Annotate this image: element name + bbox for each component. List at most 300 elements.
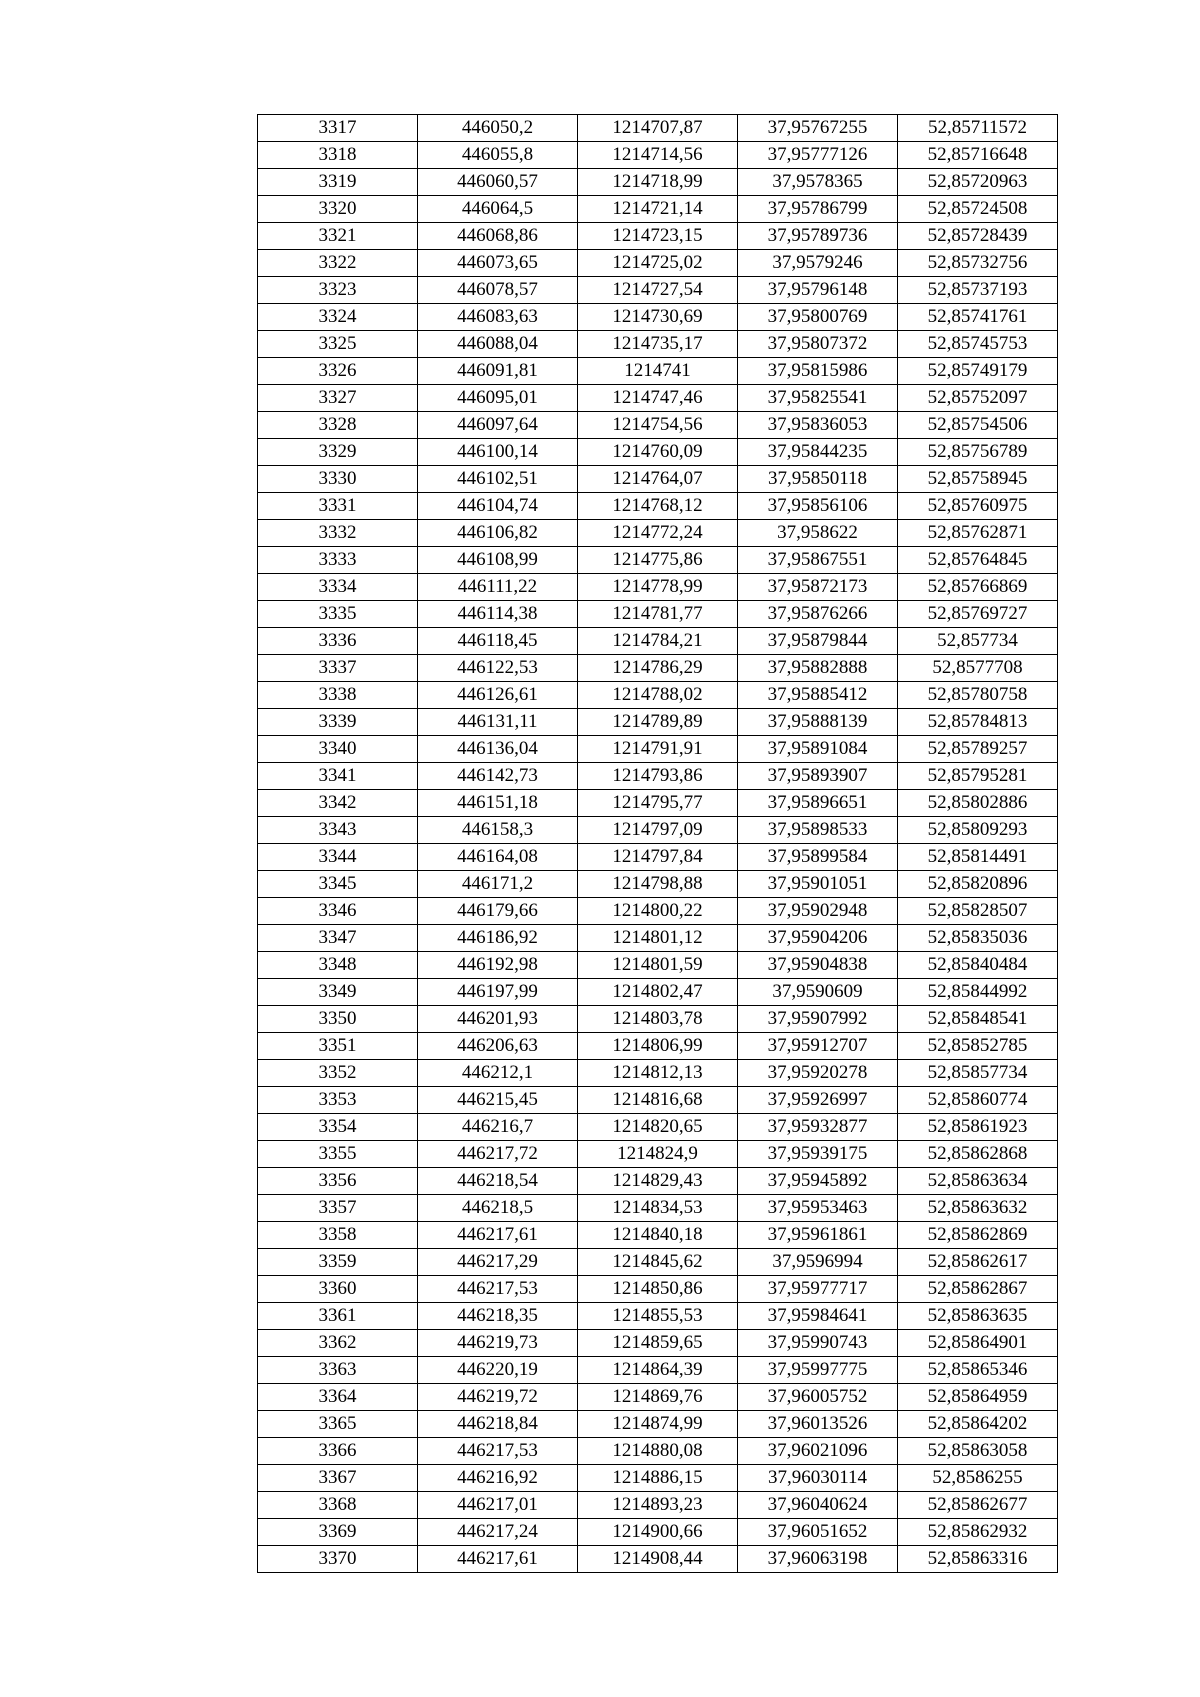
cell-x-coordinate: 446217,61 (418, 1222, 578, 1249)
cell-point-number: 3368 (258, 1492, 418, 1519)
cell-y-coordinate: 1214893,23 (578, 1492, 738, 1519)
cell-point-number: 3322 (258, 250, 418, 277)
cell-point-number: 3344 (258, 844, 418, 871)
cell-x-coordinate: 446217,61 (418, 1546, 578, 1573)
cell-longitude: 37,95920278 (738, 1060, 898, 1087)
cell-x-coordinate: 446216,92 (418, 1465, 578, 1492)
cell-longitude: 37,95904206 (738, 925, 898, 952)
cell-y-coordinate: 1214707,87 (578, 115, 738, 142)
table-row (258, 358, 1058, 385)
cell-point-number: 3343 (258, 817, 418, 844)
table-row (258, 169, 1058, 196)
cell-point-number: 3367 (258, 1465, 418, 1492)
cell-point-number: 3362 (258, 1330, 418, 1357)
cell-point-number: 3329 (258, 439, 418, 466)
cell-latitude: 52,85814491 (898, 844, 1058, 871)
cell-latitude: 52,85720963 (898, 169, 1058, 196)
cell-latitude: 52,85862867 (898, 1276, 1058, 1303)
cell-latitude: 52,85809293 (898, 817, 1058, 844)
cell-latitude: 52,85848541 (898, 1006, 1058, 1033)
cell-latitude: 52,85758945 (898, 466, 1058, 493)
cell-y-coordinate: 1214834,53 (578, 1195, 738, 1222)
cell-x-coordinate: 446104,74 (418, 493, 578, 520)
cell-x-coordinate: 446217,72 (418, 1141, 578, 1168)
cell-point-number: 3354 (258, 1114, 418, 1141)
cell-longitude: 37,95902948 (738, 898, 898, 925)
cell-point-number: 3366 (258, 1438, 418, 1465)
cell-y-coordinate: 1214840,18 (578, 1222, 738, 1249)
cell-y-coordinate: 1214908,44 (578, 1546, 738, 1573)
cell-y-coordinate: 1214795,77 (578, 790, 738, 817)
cell-point-number: 3349 (258, 979, 418, 1006)
cell-point-number: 3342 (258, 790, 418, 817)
cell-latitude: 52,85864202 (898, 1411, 1058, 1438)
cell-y-coordinate: 1214725,02 (578, 250, 738, 277)
table-row (258, 115, 1058, 142)
cell-point-number: 3331 (258, 493, 418, 520)
table-row (258, 844, 1058, 871)
cell-latitude: 52,85728439 (898, 223, 1058, 250)
cell-x-coordinate: 446131,11 (418, 709, 578, 736)
table-row (258, 817, 1058, 844)
cell-x-coordinate: 446219,72 (418, 1384, 578, 1411)
table-row (258, 1195, 1058, 1222)
cell-longitude: 37,95891084 (738, 736, 898, 763)
cell-y-coordinate: 1214789,89 (578, 709, 738, 736)
table-row (258, 385, 1058, 412)
cell-x-coordinate: 446108,99 (418, 547, 578, 574)
cell-x-coordinate: 446171,2 (418, 871, 578, 898)
cell-x-coordinate: 446064,5 (418, 196, 578, 223)
table-row (258, 1384, 1058, 1411)
cell-x-coordinate: 446219,73 (418, 1330, 578, 1357)
cell-x-coordinate: 446197,99 (418, 979, 578, 1006)
cell-longitude: 37,95844235 (738, 439, 898, 466)
table-row (258, 628, 1058, 655)
cell-y-coordinate: 1214747,46 (578, 385, 738, 412)
cell-y-coordinate: 1214786,29 (578, 655, 738, 682)
cell-longitude: 37,95882888 (738, 655, 898, 682)
cell-point-number: 3360 (258, 1276, 418, 1303)
cell-latitude: 52,85863634 (898, 1168, 1058, 1195)
cell-x-coordinate: 446212,1 (418, 1060, 578, 1087)
cell-latitude: 52,85828507 (898, 898, 1058, 925)
cell-y-coordinate: 1214772,24 (578, 520, 738, 547)
cell-longitude: 37,95977717 (738, 1276, 898, 1303)
cell-x-coordinate: 446217,29 (418, 1249, 578, 1276)
cell-x-coordinate: 446215,45 (418, 1087, 578, 1114)
cell-point-number: 3337 (258, 655, 418, 682)
cell-x-coordinate: 446206,63 (418, 1033, 578, 1060)
cell-latitude: 52,85835036 (898, 925, 1058, 952)
cell-y-coordinate: 1214754,56 (578, 412, 738, 439)
cell-longitude: 37,95997775 (738, 1357, 898, 1384)
cell-latitude: 52,85737193 (898, 277, 1058, 304)
cell-x-coordinate: 446095,01 (418, 385, 578, 412)
cell-point-number: 3345 (258, 871, 418, 898)
cell-y-coordinate: 1214778,99 (578, 574, 738, 601)
table-row (258, 871, 1058, 898)
cell-longitude: 37,95990743 (738, 1330, 898, 1357)
cell-point-number: 3358 (258, 1222, 418, 1249)
cell-latitude: 52,85764845 (898, 547, 1058, 574)
cell-latitude: 52,85795281 (898, 763, 1058, 790)
cell-point-number: 3359 (258, 1249, 418, 1276)
table-row (258, 1411, 1058, 1438)
cell-latitude: 52,85784813 (898, 709, 1058, 736)
cell-x-coordinate: 446217,24 (418, 1519, 578, 1546)
cell-point-number: 3339 (258, 709, 418, 736)
cell-point-number: 3350 (258, 1006, 418, 1033)
cell-point-number: 3323 (258, 277, 418, 304)
cell-longitude: 37,95885412 (738, 682, 898, 709)
cell-point-number: 3369 (258, 1519, 418, 1546)
cell-x-coordinate: 446055,8 (418, 142, 578, 169)
cell-longitude: 37,95796148 (738, 277, 898, 304)
cell-longitude: 37,95893907 (738, 763, 898, 790)
cell-y-coordinate: 1214797,09 (578, 817, 738, 844)
table-row (258, 1249, 1058, 1276)
cell-latitude: 52,85760975 (898, 493, 1058, 520)
cell-x-coordinate: 446179,66 (418, 898, 578, 925)
cell-x-coordinate: 446102,51 (418, 466, 578, 493)
cell-latitude: 52,85840484 (898, 952, 1058, 979)
cell-x-coordinate: 446218,54 (418, 1168, 578, 1195)
table-row (258, 790, 1058, 817)
cell-longitude: 37,96005752 (738, 1384, 898, 1411)
cell-point-number: 3330 (258, 466, 418, 493)
cell-longitude: 37,95912707 (738, 1033, 898, 1060)
cell-latitude: 52,85749179 (898, 358, 1058, 385)
cell-y-coordinate: 1214802,47 (578, 979, 738, 1006)
cell-y-coordinate: 1214829,43 (578, 1168, 738, 1195)
cell-latitude: 52,85863635 (898, 1303, 1058, 1330)
cell-latitude: 52,85780758 (898, 682, 1058, 709)
cell-longitude: 37,95767255 (738, 115, 898, 142)
cell-longitude: 37,95777126 (738, 142, 898, 169)
cell-latitude: 52,85724508 (898, 196, 1058, 223)
cell-longitude: 37,95800769 (738, 304, 898, 331)
cell-point-number: 3340 (258, 736, 418, 763)
cell-point-number: 3351 (258, 1033, 418, 1060)
cell-y-coordinate: 1214855,53 (578, 1303, 738, 1330)
table-row (258, 1033, 1058, 1060)
cell-latitude: 52,85754506 (898, 412, 1058, 439)
table-row (258, 736, 1058, 763)
coordinates-table-body (258, 115, 1058, 1573)
cell-y-coordinate: 1214880,08 (578, 1438, 738, 1465)
cell-point-number: 3335 (258, 601, 418, 628)
cell-longitude: 37,95899584 (738, 844, 898, 871)
cell-latitude: 52,85741761 (898, 304, 1058, 331)
table-row (258, 1438, 1058, 1465)
cell-longitude: 37,95789736 (738, 223, 898, 250)
cell-x-coordinate: 446217,01 (418, 1492, 578, 1519)
cell-x-coordinate: 446216,7 (418, 1114, 578, 1141)
cell-longitude: 37,9578365 (738, 169, 898, 196)
cell-longitude: 37,9590609 (738, 979, 898, 1006)
cell-x-coordinate: 446068,86 (418, 223, 578, 250)
cell-y-coordinate: 1214727,54 (578, 277, 738, 304)
cell-latitude: 52,85732756 (898, 250, 1058, 277)
cell-x-coordinate: 446078,57 (418, 277, 578, 304)
cell-longitude: 37,95926997 (738, 1087, 898, 1114)
cell-longitude: 37,95984641 (738, 1303, 898, 1330)
cell-longitude: 37,95872173 (738, 574, 898, 601)
table-row (258, 1114, 1058, 1141)
cell-y-coordinate: 1214812,13 (578, 1060, 738, 1087)
table-row (258, 331, 1058, 358)
cell-y-coordinate: 1214820,65 (578, 1114, 738, 1141)
cell-longitude: 37,95901051 (738, 871, 898, 898)
table-row (258, 1168, 1058, 1195)
table-row (258, 493, 1058, 520)
cell-latitude: 52,85762871 (898, 520, 1058, 547)
table-row (258, 277, 1058, 304)
cell-longitude: 37,95932877 (738, 1114, 898, 1141)
table-row (258, 547, 1058, 574)
cell-point-number: 3347 (258, 925, 418, 952)
cell-point-number: 3328 (258, 412, 418, 439)
table-row (258, 1330, 1058, 1357)
cell-longitude: 37,95815986 (738, 358, 898, 385)
cell-x-coordinate: 446106,82 (418, 520, 578, 547)
cell-y-coordinate: 1214869,76 (578, 1384, 738, 1411)
cell-point-number: 3338 (258, 682, 418, 709)
cell-latitude: 52,85857734 (898, 1060, 1058, 1087)
table-row (258, 1465, 1058, 1492)
cell-latitude: 52,85766869 (898, 574, 1058, 601)
cell-longitude: 37,95786799 (738, 196, 898, 223)
cell-point-number: 3364 (258, 1384, 418, 1411)
cell-y-coordinate: 1214801,12 (578, 925, 738, 952)
cell-point-number: 3353 (258, 1087, 418, 1114)
table-row (258, 520, 1058, 547)
cell-point-number: 3318 (258, 142, 418, 169)
cell-longitude: 37,95867551 (738, 547, 898, 574)
cell-y-coordinate: 1214784,21 (578, 628, 738, 655)
table-row (258, 466, 1058, 493)
cell-point-number: 3365 (258, 1411, 418, 1438)
cell-latitude: 52,85863058 (898, 1438, 1058, 1465)
cell-x-coordinate: 446118,45 (418, 628, 578, 655)
cell-y-coordinate: 1214859,65 (578, 1330, 738, 1357)
cell-x-coordinate: 446091,81 (418, 358, 578, 385)
cell-x-coordinate: 446186,92 (418, 925, 578, 952)
cell-latitude: 52,8577708 (898, 655, 1058, 682)
cell-latitude: 52,8586255 (898, 1465, 1058, 1492)
table-row (258, 709, 1058, 736)
cell-x-coordinate: 446218,84 (418, 1411, 578, 1438)
cell-point-number: 3325 (258, 331, 418, 358)
cell-x-coordinate: 446218,35 (418, 1303, 578, 1330)
cell-longitude: 37,95898533 (738, 817, 898, 844)
cell-x-coordinate: 446217,53 (418, 1438, 578, 1465)
cell-y-coordinate: 1214793,86 (578, 763, 738, 790)
cell-x-coordinate: 446050,2 (418, 115, 578, 142)
cell-latitude: 52,85789257 (898, 736, 1058, 763)
cell-point-number: 3319 (258, 169, 418, 196)
cell-longitude: 37,95896651 (738, 790, 898, 817)
cell-longitude: 37,96051652 (738, 1519, 898, 1546)
cell-longitude: 37,95945892 (738, 1168, 898, 1195)
cell-longitude: 37,95879844 (738, 628, 898, 655)
table-row (258, 763, 1058, 790)
cell-y-coordinate: 1214800,22 (578, 898, 738, 925)
cell-y-coordinate: 1214723,15 (578, 223, 738, 250)
cell-x-coordinate: 446097,64 (418, 412, 578, 439)
cell-point-number: 3341 (258, 763, 418, 790)
cell-x-coordinate: 446100,14 (418, 439, 578, 466)
cell-longitude: 37,95961861 (738, 1222, 898, 1249)
cell-y-coordinate: 1214806,99 (578, 1033, 738, 1060)
table-row (258, 1060, 1058, 1087)
cell-latitude: 52,85769727 (898, 601, 1058, 628)
cell-point-number: 3356 (258, 1168, 418, 1195)
cell-latitude: 52,85862677 (898, 1492, 1058, 1519)
table-row (258, 1141, 1058, 1168)
cell-point-number: 3348 (258, 952, 418, 979)
table-row (258, 1492, 1058, 1519)
cell-point-number: 3324 (258, 304, 418, 331)
cell-x-coordinate: 446220,19 (418, 1357, 578, 1384)
table-row (258, 1006, 1058, 1033)
table-row (258, 1222, 1058, 1249)
cell-longitude: 37,95807372 (738, 331, 898, 358)
cell-longitude: 37,96040624 (738, 1492, 898, 1519)
cell-latitude: 52,85752097 (898, 385, 1058, 412)
table-row (258, 250, 1058, 277)
cell-point-number: 3326 (258, 358, 418, 385)
cell-longitude: 37,9579246 (738, 250, 898, 277)
cell-y-coordinate: 1214803,78 (578, 1006, 738, 1033)
cell-longitude: 37,95876266 (738, 601, 898, 628)
cell-y-coordinate: 1214850,86 (578, 1276, 738, 1303)
cell-y-coordinate: 1214801,59 (578, 952, 738, 979)
cell-x-coordinate: 446201,93 (418, 1006, 578, 1033)
cell-latitude: 52,85844992 (898, 979, 1058, 1006)
cell-y-coordinate: 1214764,07 (578, 466, 738, 493)
table-row (258, 1276, 1058, 1303)
cell-latitude: 52,85802886 (898, 790, 1058, 817)
cell-y-coordinate: 1214788,02 (578, 682, 738, 709)
cell-point-number: 3321 (258, 223, 418, 250)
cell-y-coordinate: 1214845,62 (578, 1249, 738, 1276)
cell-longitude: 37,96021096 (738, 1438, 898, 1465)
cell-longitude: 37,95850118 (738, 466, 898, 493)
cell-latitude: 52,85711572 (898, 115, 1058, 142)
cell-x-coordinate: 446158,3 (418, 817, 578, 844)
cell-y-coordinate: 1214781,77 (578, 601, 738, 628)
cell-y-coordinate: 1214900,66 (578, 1519, 738, 1546)
cell-latitude: 52,85863316 (898, 1546, 1058, 1573)
cell-longitude: 37,95825541 (738, 385, 898, 412)
cell-longitude: 37,95856106 (738, 493, 898, 520)
cell-x-coordinate: 446218,5 (418, 1195, 578, 1222)
cell-y-coordinate: 1214768,12 (578, 493, 738, 520)
cell-longitude: 37,96013526 (738, 1411, 898, 1438)
cell-latitude: 52,85820896 (898, 871, 1058, 898)
cell-point-number: 3346 (258, 898, 418, 925)
table-row (258, 574, 1058, 601)
cell-point-number: 3333 (258, 547, 418, 574)
cell-point-number: 3334 (258, 574, 418, 601)
table-row (258, 1519, 1058, 1546)
table-row (258, 925, 1058, 952)
cell-x-coordinate: 446060,57 (418, 169, 578, 196)
coordinates-table (257, 114, 1058, 1573)
table-row (258, 1357, 1058, 1384)
cell-y-coordinate: 1214886,15 (578, 1465, 738, 1492)
table-row (258, 142, 1058, 169)
cell-y-coordinate: 1214775,86 (578, 547, 738, 574)
cell-y-coordinate: 1214735,17 (578, 331, 738, 358)
cell-latitude: 52,85862869 (898, 1222, 1058, 1249)
cell-x-coordinate: 446088,04 (418, 331, 578, 358)
cell-x-coordinate: 446122,53 (418, 655, 578, 682)
cell-latitude: 52,85862617 (898, 1249, 1058, 1276)
cell-point-number: 3357 (258, 1195, 418, 1222)
cell-longitude: 37,96030114 (738, 1465, 898, 1492)
cell-longitude: 37,95907992 (738, 1006, 898, 1033)
cell-x-coordinate: 446111,22 (418, 574, 578, 601)
cell-latitude: 52,85862932 (898, 1519, 1058, 1546)
cell-y-coordinate: 1214718,99 (578, 169, 738, 196)
cell-latitude: 52,85864901 (898, 1330, 1058, 1357)
cell-x-coordinate: 446073,65 (418, 250, 578, 277)
cell-point-number: 3363 (258, 1357, 418, 1384)
cell-point-number: 3370 (258, 1546, 418, 1573)
cell-y-coordinate: 1214721,14 (578, 196, 738, 223)
cell-longitude: 37,95836053 (738, 412, 898, 439)
table-row (258, 412, 1058, 439)
cell-point-number: 3361 (258, 1303, 418, 1330)
cell-y-coordinate: 1214864,39 (578, 1357, 738, 1384)
table-row (258, 439, 1058, 466)
cell-point-number: 3336 (258, 628, 418, 655)
cell-longitude: 37,96063198 (738, 1546, 898, 1573)
cell-longitude: 37,958622 (738, 520, 898, 547)
cell-latitude: 52,857734 (898, 628, 1058, 655)
cell-y-coordinate: 1214824,9 (578, 1141, 738, 1168)
table-row (258, 1303, 1058, 1330)
cell-x-coordinate: 446192,98 (418, 952, 578, 979)
cell-longitude: 37,95904838 (738, 952, 898, 979)
cell-point-number: 3327 (258, 385, 418, 412)
cell-longitude: 37,95939175 (738, 1141, 898, 1168)
table-row (258, 1087, 1058, 1114)
table-row (258, 304, 1058, 331)
table-row (258, 952, 1058, 979)
cell-y-coordinate: 1214760,09 (578, 439, 738, 466)
table-row (258, 1546, 1058, 1573)
table-row (258, 898, 1058, 925)
table-row (258, 223, 1058, 250)
cell-y-coordinate: 1214874,99 (578, 1411, 738, 1438)
table-row (258, 601, 1058, 628)
cell-latitude: 52,85863632 (898, 1195, 1058, 1222)
cell-point-number: 3317 (258, 115, 418, 142)
cell-point-number: 3320 (258, 196, 418, 223)
cell-latitude: 52,85861923 (898, 1114, 1058, 1141)
cell-point-number: 3355 (258, 1141, 418, 1168)
table-row (258, 196, 1058, 223)
cell-latitude: 52,85864959 (898, 1384, 1058, 1411)
cell-longitude: 37,95953463 (738, 1195, 898, 1222)
cell-x-coordinate: 446142,73 (418, 763, 578, 790)
cell-latitude: 52,85756789 (898, 439, 1058, 466)
cell-latitude: 52,85865346 (898, 1357, 1058, 1384)
